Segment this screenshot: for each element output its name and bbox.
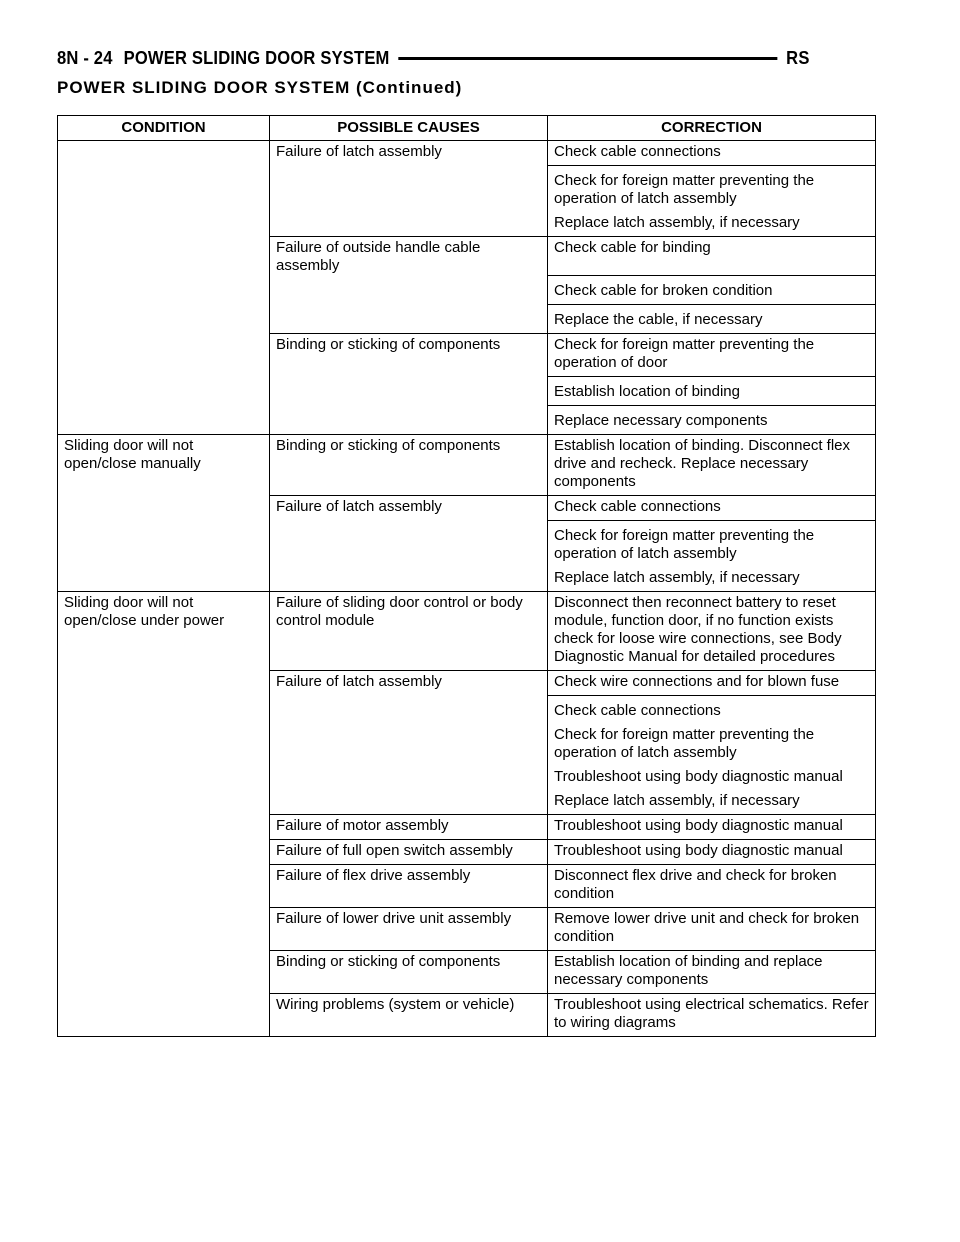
correction-text: Check cable for broken condition xyxy=(548,275,875,304)
correction-text: Establish location of binding. Disconnect flex drive and recheck. Replace necessary components xyxy=(554,437,851,490)
cause-text: Failure of latch assembly xyxy=(276,673,442,690)
correction-text: Remove lower drive unit and check for broken condition xyxy=(554,910,860,945)
page-subtitle: POWER SLIDING DOOR SYSTEM (Continued) xyxy=(57,78,463,97)
correction-text: Troubleshoot using body diagnostic manual xyxy=(554,817,843,834)
cause-text: Failure of full open switch assembly xyxy=(276,842,513,859)
correction-text: Replace latch assembly, if necessary xyxy=(554,569,800,586)
table-header-row xyxy=(58,116,876,141)
correction-cell xyxy=(548,840,876,865)
column-header-correction: CORRECTION xyxy=(548,116,876,141)
condition-cell xyxy=(58,141,270,435)
correction-cell xyxy=(548,951,876,994)
correction-text: Check for foreign matter preventing the operation of latch assembly xyxy=(548,165,875,212)
model-code: RS xyxy=(786,47,810,68)
correction-text: Replace necessary components xyxy=(548,405,875,434)
cause-cell xyxy=(270,840,548,865)
correction-text: Establish location of binding and replace necessary components xyxy=(554,953,823,988)
column-header-causes: POSSIBLE CAUSES xyxy=(270,116,548,141)
section-code: 8N - 24 xyxy=(57,47,113,68)
correction-text: Check cable connections xyxy=(554,498,721,515)
correction-cell xyxy=(548,865,876,908)
correction-cell xyxy=(548,435,876,496)
table-row xyxy=(58,592,876,671)
correction-cell xyxy=(548,908,876,951)
correction-text: Check for foreign matter preventing the operation of latch assembly xyxy=(554,726,815,761)
page-header xyxy=(57,45,810,71)
cause-cell xyxy=(270,141,548,237)
correction-text: Disconnect then reconnect battery to reset module, function door, if no function exists check for loose wire connections, see Body Diagnostic Manual for detailed procedures xyxy=(554,594,842,665)
cause-cell xyxy=(270,334,548,435)
condition-cell: Sliding door will not open/close manually xyxy=(58,435,270,592)
cause-text: Wiring problems (system or vehicle) xyxy=(276,996,515,1013)
condition-cell: Sliding door will not open/close under power xyxy=(58,592,270,1037)
correction-text: Troubleshoot using body diagnostic manual xyxy=(554,768,843,785)
correction-cell xyxy=(548,141,876,237)
header-rule xyxy=(399,57,777,60)
cause-cell xyxy=(270,671,548,815)
cause-text: Failure of flex drive assembly xyxy=(276,867,471,884)
correction-text: Replace latch assembly, if necessary xyxy=(554,792,800,809)
cause-cell xyxy=(270,237,548,334)
table-row xyxy=(58,435,876,496)
cause-text: Failure of motor assembly xyxy=(276,817,449,834)
cause-cell xyxy=(270,496,548,592)
correction-text: Check cable connections xyxy=(554,143,721,160)
cause-cell xyxy=(270,994,548,1037)
cause-text: Failure of outside handle cable assembly xyxy=(276,239,481,274)
cause-text: Failure of sliding door control or body control module xyxy=(276,594,523,629)
correction-text: Check for foreign matter preventing the operation of door xyxy=(554,336,815,371)
correction-cell xyxy=(548,671,876,815)
correction-text: Disconnect flex drive and check for broken condition xyxy=(554,867,837,902)
cause-cell xyxy=(270,865,548,908)
correction-text: Check wire connections and for blown fuse xyxy=(554,673,840,690)
correction-cell xyxy=(548,592,876,671)
correction-text: Establish location of binding xyxy=(548,376,875,405)
cause-cell xyxy=(270,951,548,994)
cause-cell xyxy=(270,908,548,951)
cause-text: Failure of lower drive unit assembly xyxy=(276,910,512,927)
table-row xyxy=(58,141,876,237)
cause-cell xyxy=(270,592,548,671)
correction-cell xyxy=(548,994,876,1037)
correction-cell xyxy=(548,237,876,334)
diagnosis-table xyxy=(57,115,876,1037)
cause-text: Binding or sticking of components xyxy=(276,953,501,970)
cause-text: Binding or sticking of components xyxy=(276,437,501,454)
correction-text: Check cable connections xyxy=(548,695,875,724)
cause-text: Failure of latch assembly xyxy=(276,498,442,515)
correction-cell xyxy=(548,334,876,435)
correction-text: Replace the cable, if necessary xyxy=(548,304,875,333)
correction-text: Troubleshoot using body diagnostic manual xyxy=(554,842,843,859)
correction-text: Replace latch assembly, if necessary xyxy=(554,214,800,231)
section-title: POWER SLIDING DOOR SYSTEM xyxy=(123,47,390,68)
column-header-condition: CONDITION xyxy=(58,116,270,141)
correction-text: Troubleshoot using electrical schematics. Refer to wiring diagrams xyxy=(554,996,869,1031)
cause-cell xyxy=(270,815,548,840)
cause-text: Binding or sticking of components xyxy=(276,336,501,353)
correction-text: Check cable for binding xyxy=(554,239,711,256)
cause-cell xyxy=(270,435,548,496)
correction-cell xyxy=(548,496,876,592)
correction-cell xyxy=(548,815,876,840)
correction-text: Check for foreign matter preventing the operation of latch assembly xyxy=(548,520,875,567)
cause-text: Failure of latch assembly xyxy=(276,143,442,160)
